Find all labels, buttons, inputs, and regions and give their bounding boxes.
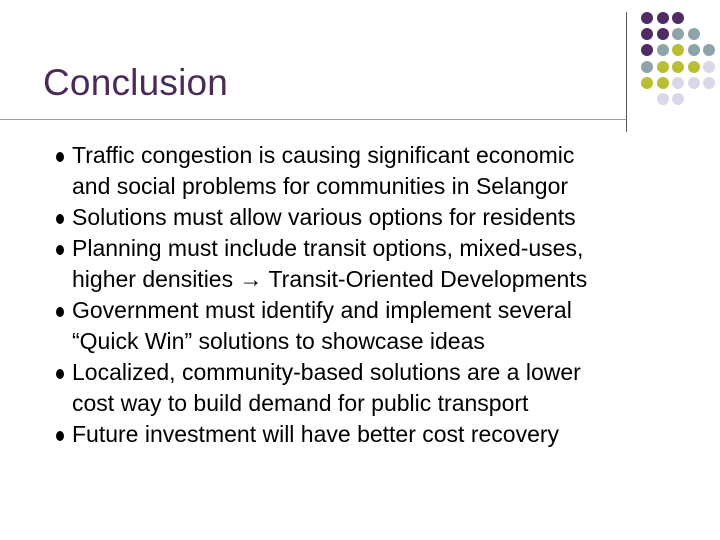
decorative-dot-icon bbox=[688, 61, 700, 73]
bullet-marker-icon bbox=[56, 431, 64, 441]
bullet-text: Traffic congestion is causing significant economic bbox=[72, 142, 575, 168]
decorative-dot-icon bbox=[703, 77, 715, 89]
decorative-dot-grid bbox=[0, 0, 720, 140]
bullet-continuation-suffix: Transit-Oriented Developments bbox=[262, 266, 588, 292]
bullet-item-3 bbox=[44, 233, 704, 295]
bullet-continuation: and social problems for communities in Selangor bbox=[72, 173, 569, 199]
bullet-continuation-prefix: higher densities bbox=[72, 266, 240, 292]
bullet-marker-icon bbox=[56, 369, 64, 379]
decorative-dot-icon bbox=[703, 61, 715, 73]
bullet-item-6 bbox=[44, 419, 704, 450]
arrow-right-icon: → bbox=[239, 266, 263, 292]
bullet-item-2 bbox=[44, 202, 704, 233]
bullet-marker-icon bbox=[56, 152, 64, 162]
decorative-dot-icon bbox=[657, 61, 669, 73]
decorative-dot-icon bbox=[641, 28, 653, 40]
bullet-item-5 bbox=[44, 357, 704, 419]
bullet-text: Future investment will have better cost recovery bbox=[72, 421, 560, 447]
decorative-dot-icon bbox=[672, 28, 684, 40]
decorative-dot-icon bbox=[657, 28, 669, 40]
bullet-marker-icon bbox=[56, 214, 64, 224]
decorative-dot-icon bbox=[688, 44, 700, 56]
decorative-dot-icon bbox=[672, 61, 684, 73]
decorative-dot-icon bbox=[672, 12, 684, 24]
decorative-dot-icon bbox=[672, 44, 684, 56]
bullet-item-1 bbox=[44, 140, 704, 202]
decorative-dot-icon bbox=[703, 44, 715, 56]
decorative-dot-icon bbox=[672, 93, 684, 105]
decorative-dot-icon bbox=[657, 12, 669, 24]
bullet-text: Government must identify and implement several bbox=[72, 297, 572, 323]
decorative-dot-icon bbox=[672, 77, 684, 89]
bullet-item-4 bbox=[44, 295, 704, 357]
bullet-text: Planning must include transit options, mixed-uses, bbox=[72, 235, 584, 261]
decorative-dot-icon bbox=[641, 61, 653, 73]
decorative-dot-icon bbox=[657, 44, 669, 56]
decorative-dot-icon bbox=[688, 77, 700, 89]
bullet-marker-icon bbox=[56, 307, 64, 317]
bullet-continuation: cost way to build demand for public transport bbox=[72, 390, 529, 416]
slide-title: Conclusion bbox=[43, 62, 229, 103]
bullet-marker-icon bbox=[56, 245, 64, 255]
bullet-continuation: “Quick Win” solutions to showcase ideas bbox=[72, 328, 485, 354]
decorative-dot-icon bbox=[641, 77, 653, 89]
decorative-dot-icon bbox=[688, 28, 700, 40]
decorative-dot-icon bbox=[641, 12, 653, 24]
decorative-dot-icon bbox=[641, 44, 653, 56]
decorative-dot-icon bbox=[657, 93, 669, 105]
decorative-dot-icon bbox=[657, 77, 669, 89]
bullet-list bbox=[44, 140, 704, 450]
bullet-text: Localized, community-based solutions are a lower bbox=[72, 359, 581, 385]
bullet-text: Solutions must allow various options for residents bbox=[72, 204, 576, 230]
